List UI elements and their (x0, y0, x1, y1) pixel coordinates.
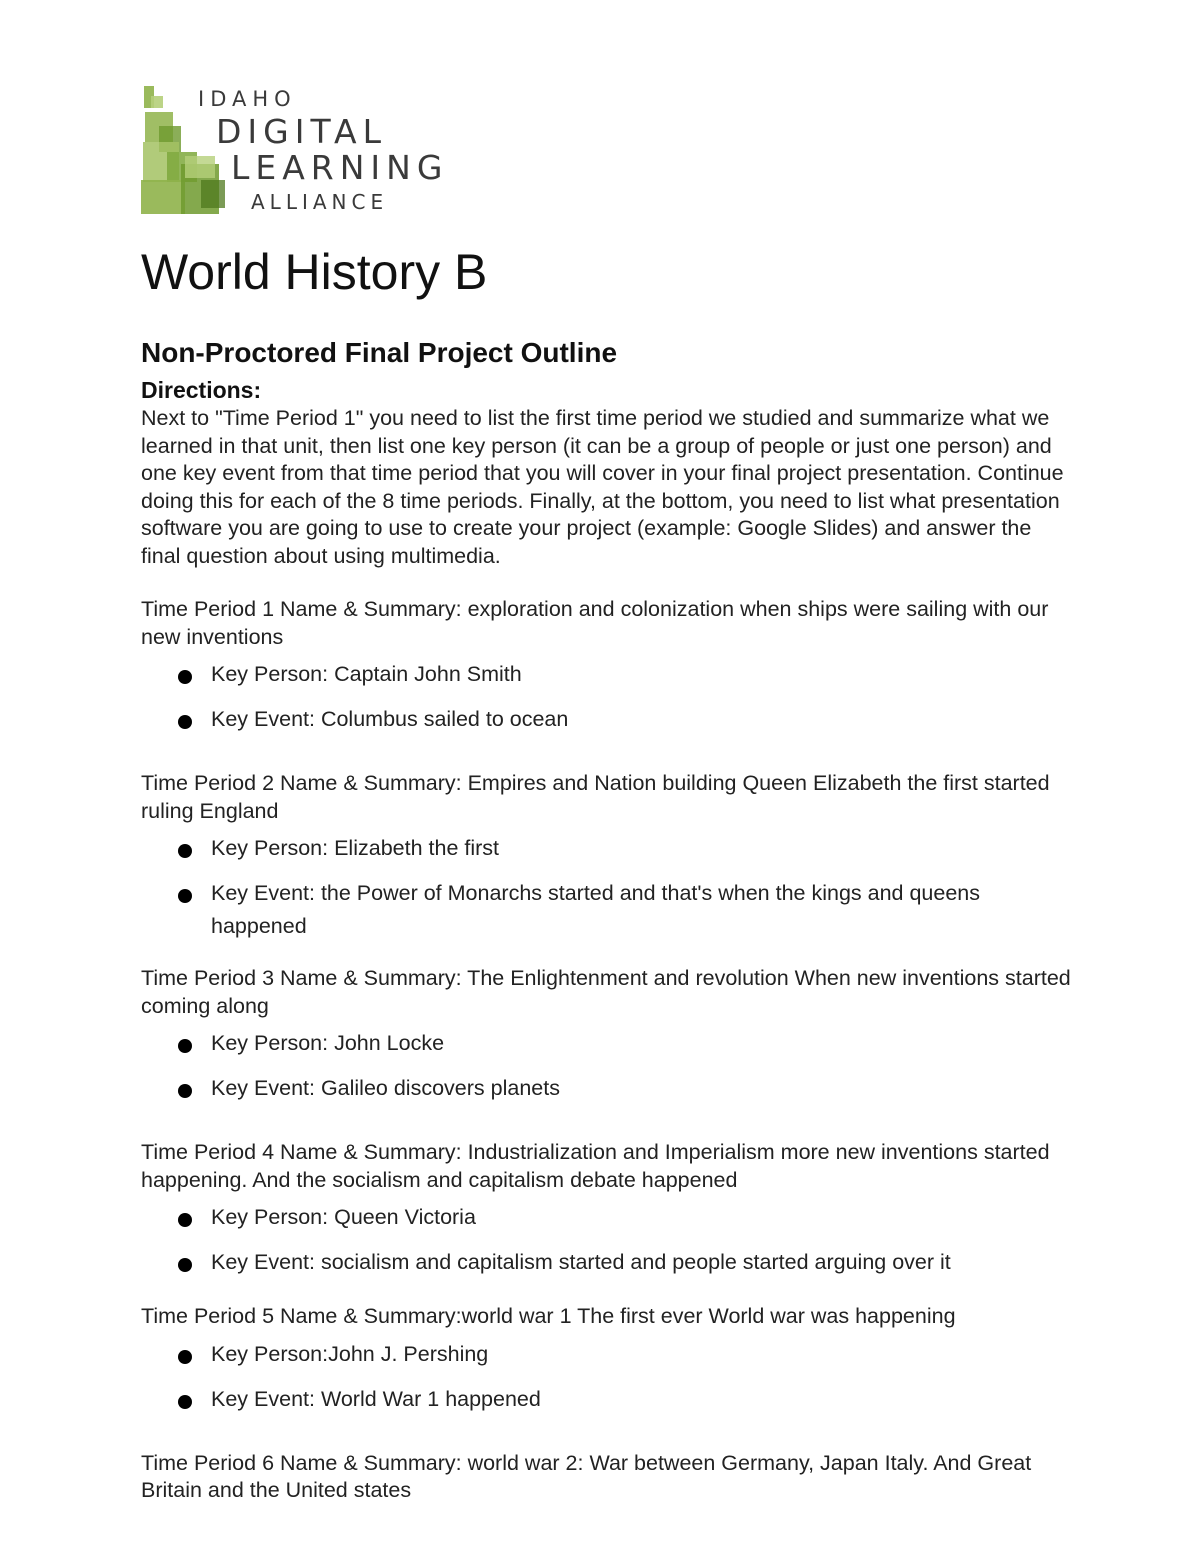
key-event-item (141, 1072, 1076, 1105)
time-period-3 (141, 965, 1076, 1105)
key-event-item (141, 1383, 1076, 1416)
logo-line-digital: DIGITAL (216, 112, 388, 151)
time-period-5 (141, 1303, 1076, 1416)
key-event-item (141, 877, 1076, 943)
bullet-icon (178, 1084, 192, 1098)
bullet-icon (178, 1039, 192, 1053)
key-person-item (141, 832, 1076, 865)
logo-line-idaho: IDAHO (198, 87, 297, 111)
page-title: World History B (141, 244, 488, 300)
key-person-text: Key Person:John J. Pershing (211, 1341, 489, 1366)
idaho-digital-learning-alliance-logo (141, 84, 471, 219)
logo-line-learning: LEARNING (231, 148, 449, 187)
bullet-icon (178, 844, 192, 858)
bullet-icon (178, 1350, 192, 1364)
period-summary: Time Period 2 Name & Summary: Empires and Nation building Queen Elizabeth the first started ruling England (141, 771, 1050, 823)
bullet-icon (178, 715, 192, 729)
period-bullets (141, 832, 1076, 943)
period-summary: Time Period 3 Name & Summary: The Enlightenment and revolution When new inventions started coming along (141, 966, 1071, 1018)
key-event-text: Key Event: socialism and capitalism started and people started arguing over it (211, 1250, 951, 1274)
key-person-text: Key Person: John Locke (211, 1031, 445, 1055)
time-period-4 (141, 1139, 1076, 1279)
period-bullets (141, 1027, 1076, 1105)
bullet-icon (178, 889, 192, 903)
document-body (141, 405, 1076, 1505)
time-period-2 (141, 770, 1076, 943)
key-event-text: Key Event: Galileo discovers planets (211, 1076, 560, 1100)
key-person-text: Key Person: Elizabeth the first (211, 836, 500, 860)
key-event-item (141, 1246, 1076, 1279)
key-person-item (141, 1027, 1076, 1060)
key-person-text: Key Person: Captain John Smith (211, 662, 522, 686)
period-bullets (141, 1201, 1076, 1279)
period-summary: Time Period 6 Name & Summary: world war 2: War between Germany, Japan Italy. And Great Britain and the United states (141, 1450, 1032, 1502)
time-period-1 (141, 596, 1076, 736)
page-subtitle: Non-Proctored Final Project Outline (141, 337, 618, 368)
key-event-item (141, 703, 1076, 736)
period-summary: Time Period 4 Name & Summary: Industrialization and Imperialism more new inventions started happening. And the socialism and capitalism debate happened (141, 1140, 1050, 1192)
bullet-icon (178, 1213, 192, 1227)
key-event-text: Key Event: World War 1 happened (211, 1386, 541, 1411)
key-person-item (141, 1338, 1076, 1371)
directions-text: Next to "Time Period 1" you need to list the first time period we studied and summarize what we learned in that unit, then list one key person (it can be a group of people or just one person) and one key event from that time period that you will cover in your final project presentation. Continue doing this for each of the 8 time periods. Finally, at the bottom, you need to list what presentation software you are going to use to create your project (example: Google Slides) and answer the final question about using multimedia. (141, 406, 1064, 568)
directions-heading: Directions: (141, 377, 262, 403)
key-event-text: Key Event: Columbus sailed to ocean (211, 707, 569, 731)
bullet-icon (178, 670, 192, 684)
period-summary: Time Period 5 Name & Summary:world war 1 The first ever World war was happening (141, 1304, 956, 1328)
key-person-item (141, 1201, 1076, 1234)
time-period-6 (141, 1450, 1076, 1505)
bullet-icon (178, 1395, 192, 1409)
period-summary: Time Period 1 Name & Summary: exploration and colonization when ships were sailing with our new inventions (141, 597, 1049, 649)
bullet-icon (178, 1258, 192, 1272)
period-bullets (141, 658, 1076, 736)
key-event-text: Key Event: the Power of Monarchs started and that's when the kings and queens happened (211, 881, 981, 938)
logo-line-alliance: ALLIANCE (251, 190, 389, 214)
period-bullets (141, 1338, 1076, 1416)
key-person-text: Key Person: Queen Victoria (211, 1205, 476, 1229)
key-person-item (141, 658, 1076, 691)
